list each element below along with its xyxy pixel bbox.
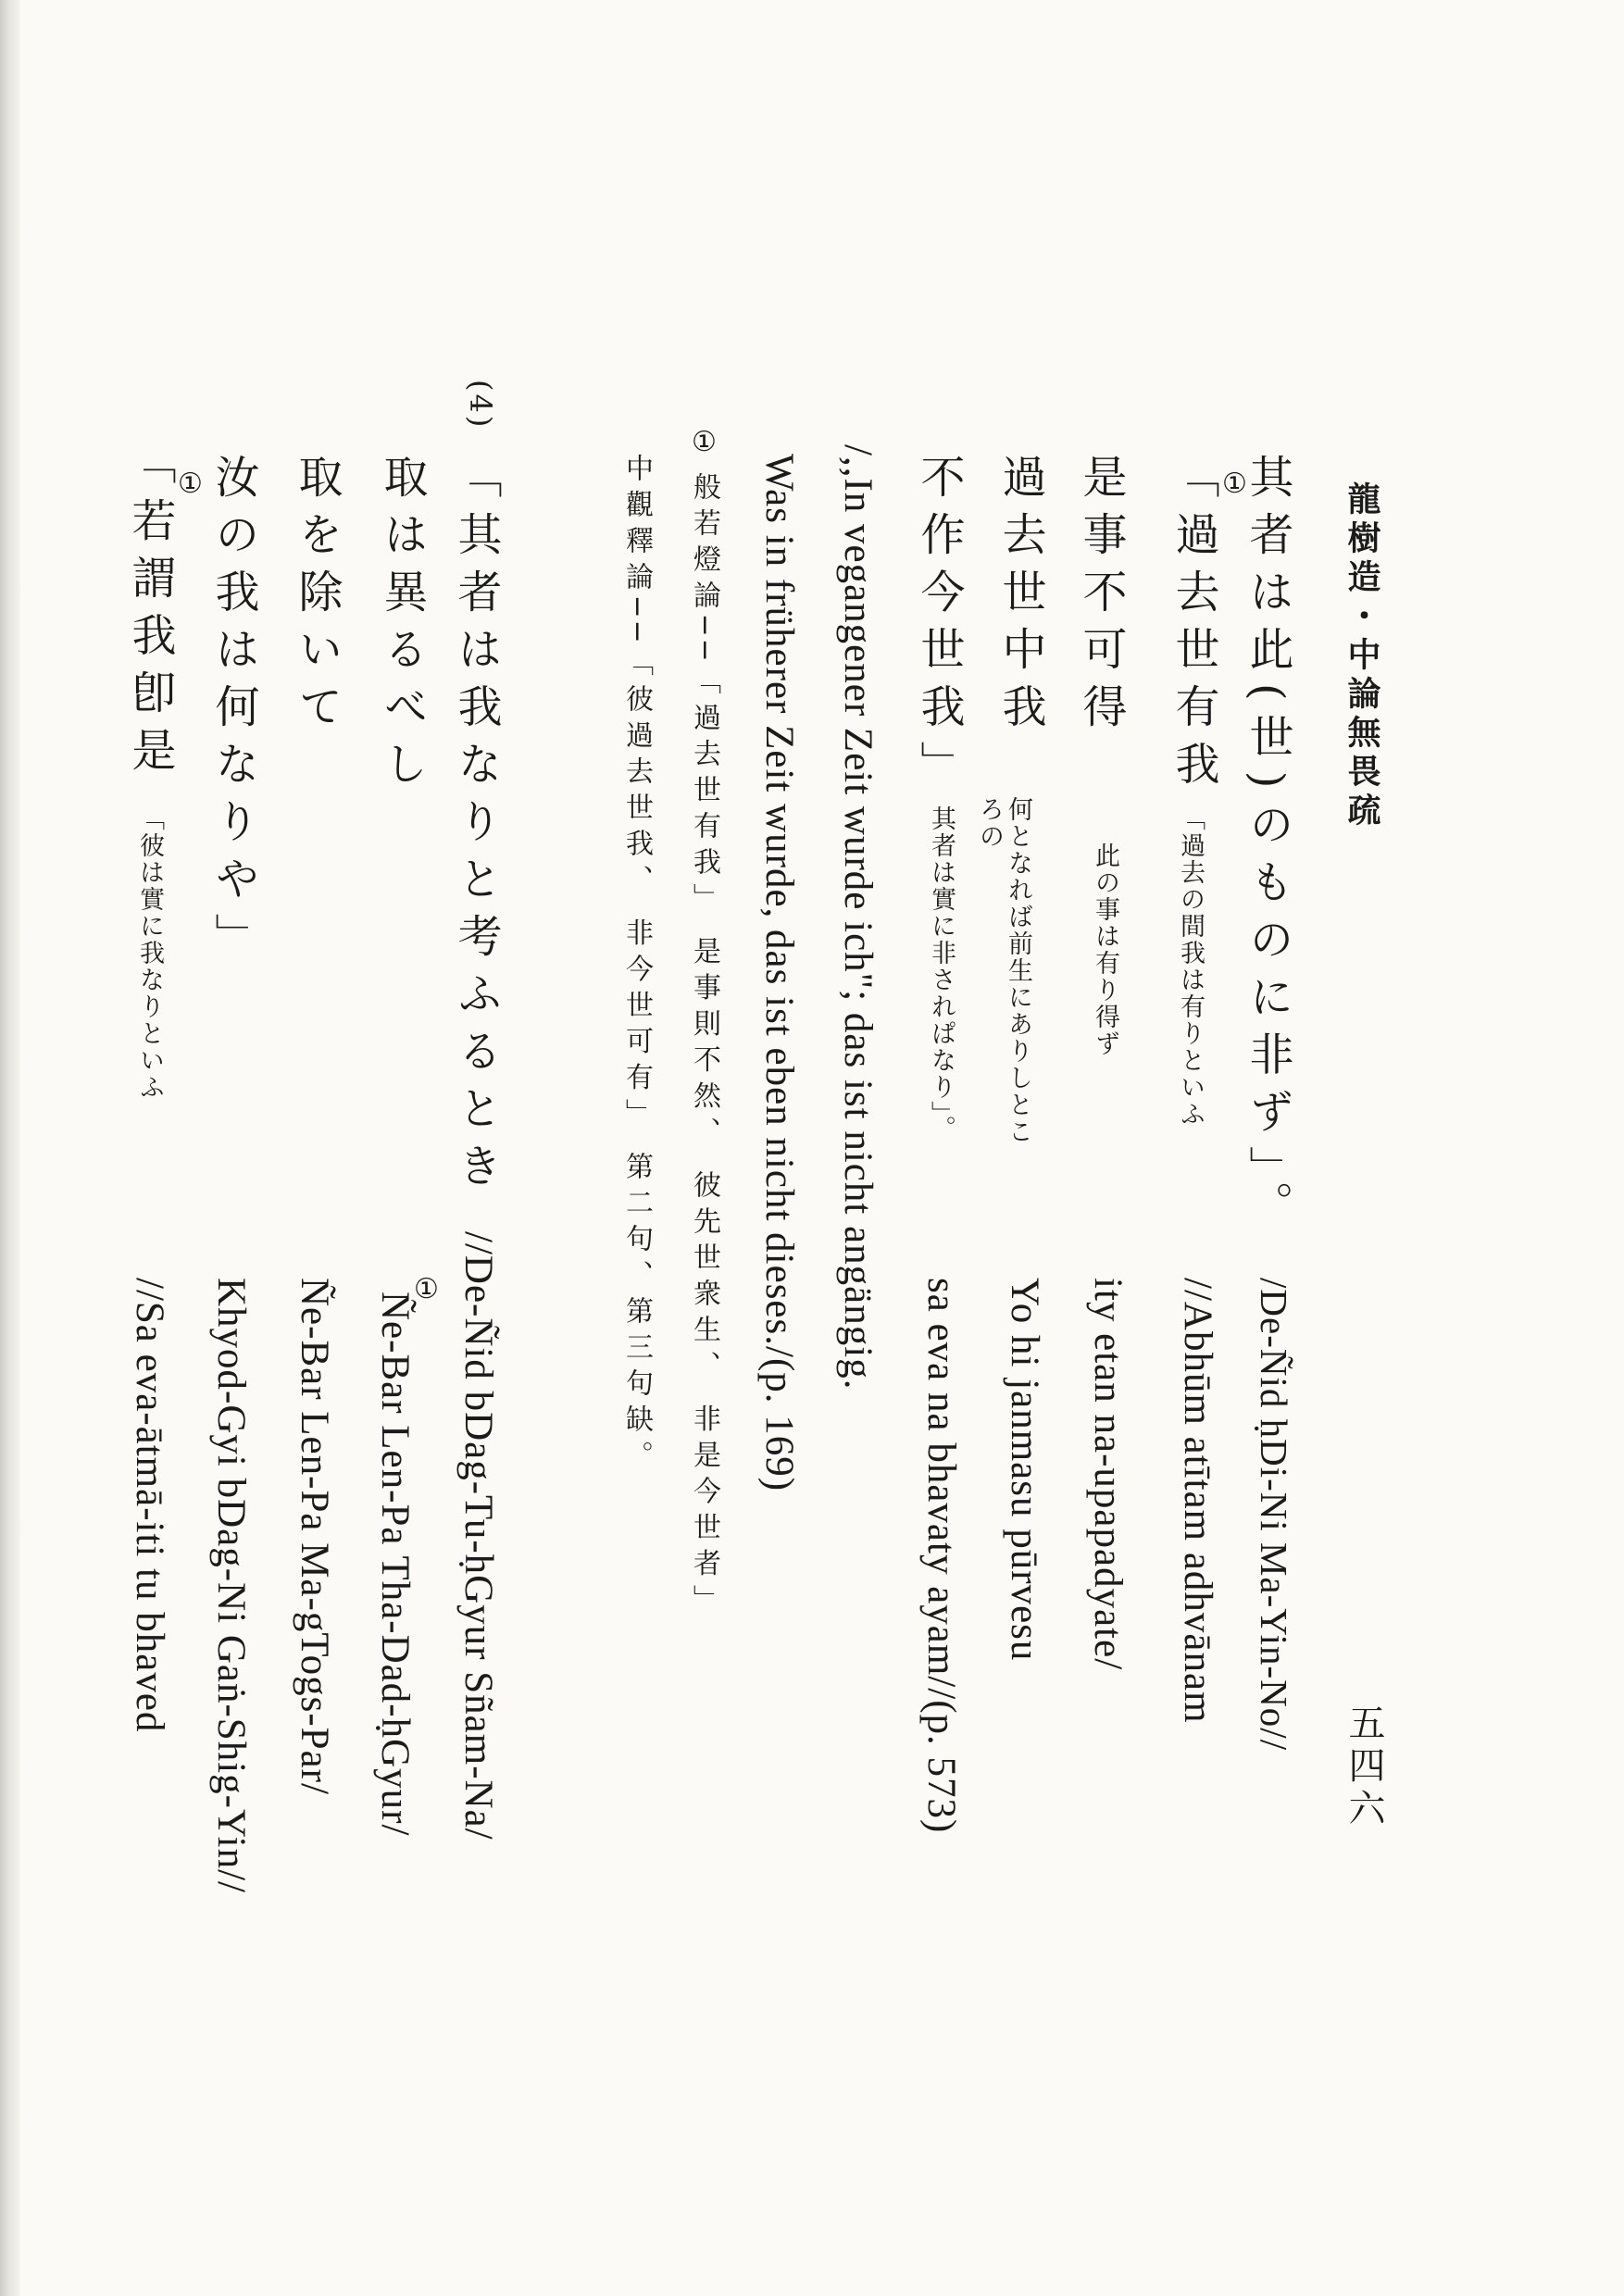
verse-3-chinese: 過去世中我 [994, 454, 1046, 741]
verse-2-sanskrit: ity etan na-upapadyate/ [1086, 1278, 1130, 1671]
tibetan-line-1: /De-Ñid ḥDi-Ni Ma-Yin-No// [1253, 1278, 1295, 1752]
verse-4-gloss: 其者は實に非されぱなり」。 [927, 805, 956, 1142]
verse-1-gloss: 「過去の間我は有りといふ [1176, 805, 1205, 1128]
footnote-prajnapradipa: 般若燈論──「過去世有我」 是事則不然、 彼先世衆生、 非是今世者」 [688, 472, 720, 1621]
page-number: 五四六 [1343, 1703, 1385, 1831]
line-not-this-world: 其者は此(世)のものに非ず」。 [1242, 454, 1293, 1239]
footnote-ref-marker: ① [1218, 468, 1251, 500]
verse-1-sanskrit: //Abhūm atītam adhvānam [1176, 1278, 1219, 1724]
section-b-line-4: 汝の我は何なりや」 [207, 454, 259, 970]
section-b-tibetan-3: Ñe-Bar Len-Pa Ma-gTogs-Par/ [293, 1278, 336, 1795]
verse-4-chinese: 不作今世我」 [913, 454, 965, 798]
section-b-line-2: 取は異るべし [376, 454, 428, 798]
section-b-tibetan-4: Khyod-Gyi bDag-Ni Gaṅ-Shig-Yin// [209, 1278, 253, 1893]
footnote-madhyamaka-commentary: 中觀釋論──「彼過去世我、 非今世可有」 第二句、第三句缺。 [620, 454, 653, 1478]
footnote-marker: ① [688, 426, 720, 458]
verse-1-chinese: 「過去世有我 [1168, 454, 1219, 798]
footnote-ref-marker-b2: ① [174, 468, 206, 500]
verse-3-sanskrit: Yo hi janmasu pūrvesu [1003, 1278, 1046, 1662]
verse-2-gloss: 此の事は有り得ず [1091, 842, 1119, 1057]
verse-2-chinese: 是事不可得 [1075, 454, 1127, 741]
section-b-line-5: 「若謂我卽是 [124, 440, 176, 784]
section-b-tibetan-1: //De-Ñid bDag-Tu-ḥGyur Sñam-Na/ [456, 1231, 500, 1841]
verse-3-gloss: 何となれば前生にありしところの [974, 796, 1032, 1145]
footnote-ref-marker-b1: ① [410, 1273, 443, 1305]
verse-number: (4) [463, 380, 498, 430]
verse-4-sanskrit: sa eva na bhavaty ayam//(p. 573) [919, 1278, 963, 1834]
scan-edge-shadow [0, 0, 20, 2296]
section-b-tibetan-2: Ñe-Bar Len-Pa Tha-Dad-ḥGyur/ [373, 1292, 417, 1837]
german-line-1: /,,In vegangener Zeit wurde ich"; das ist nicht angängig. [836, 444, 880, 1391]
german-line-2: Was in früherer Zeit wurde, das ist eben nicht dieses./(p. 169) [757, 454, 801, 1492]
section-b-line-5-gloss: 「彼は實に我なりといふ [135, 805, 164, 1101]
running-title: 龍樹造・中論無畏疏 [1343, 481, 1381, 831]
section-b-sanskrit-5: //Sa eva-ātmā-iti tu bhaved [128, 1278, 171, 1733]
section-b-line-3: 取を除いて [291, 454, 343, 741]
section-b-line-1: 「其者は我なりと考ふるとき [450, 454, 502, 1200]
